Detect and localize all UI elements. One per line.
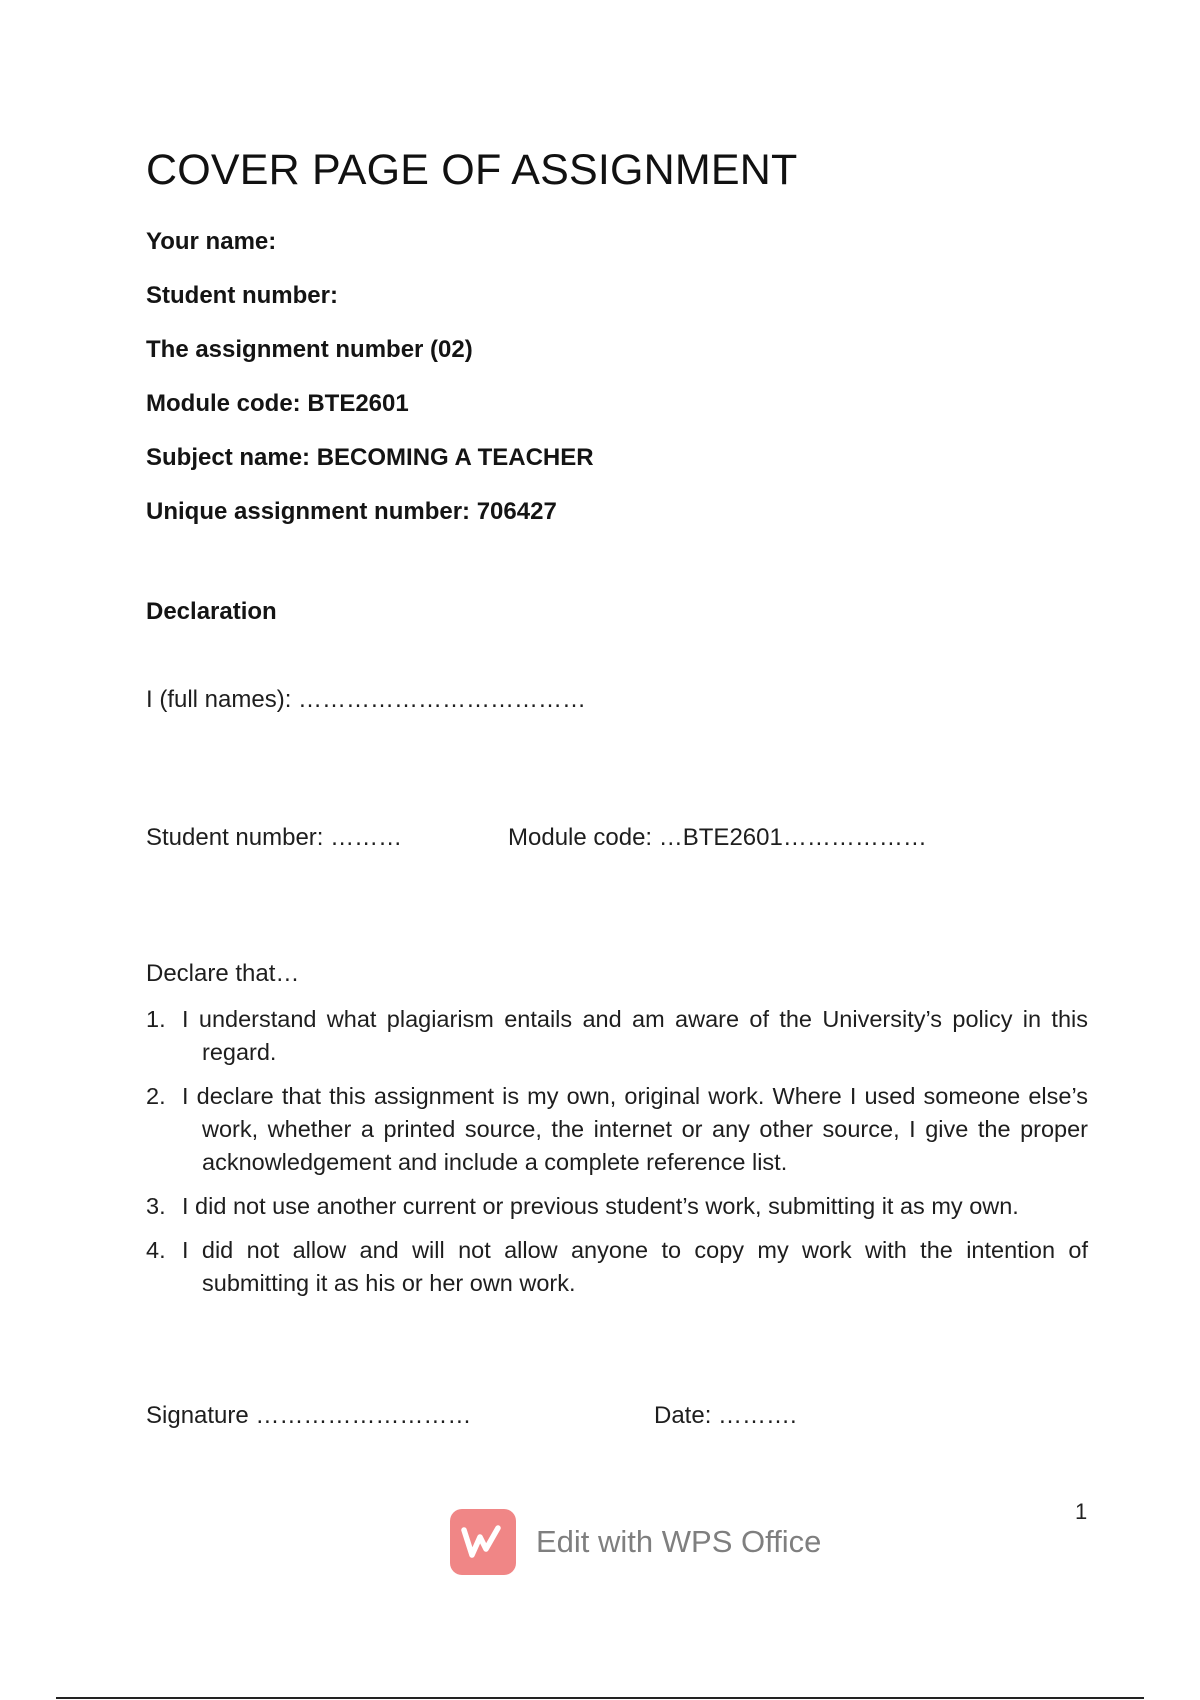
declaration-student-number: Student number: ………: [146, 824, 403, 851]
list-item: [146, 1190, 1088, 1223]
list-item-text: I understand what plagiarism entails and am aware of the University’s policy in this regard.: [182, 1006, 1088, 1065]
list-item-number: 4.: [146, 1237, 166, 1263]
page-title: COVER PAGE OF ASSIGNMENT: [146, 146, 798, 194]
module-code-field: Module code: BTE2601: [146, 390, 409, 417]
full-names-line: I (full names): ………………………………: [146, 686, 587, 713]
list-item: [146, 1080, 1088, 1179]
edit-with-wps-button[interactable]: [450, 1508, 821, 1576]
page-bottom-divider: [56, 1697, 1144, 1699]
wps-label: Edit with WPS Office: [536, 1524, 822, 1559]
your-name-field: Your name:: [146, 228, 277, 255]
list-item: [146, 1234, 1088, 1300]
declaration-module-code: Module code: …BTE2601………………: [508, 824, 927, 851]
unique-assignment-number-field: Unique assignment number: 706427: [146, 498, 557, 525]
page-number: 1: [1075, 1499, 1088, 1524]
list-item-text: I did not use another current or previous student’s work, submitting it as my own.: [182, 1193, 1019, 1219]
subject-name-field: Subject name: BECOMING A TEACHER: [146, 444, 594, 471]
wps-logo-icon: [450, 1509, 516, 1575]
assignment-number-field: The assignment number (02): [146, 336, 473, 363]
list-item-number: 1.: [146, 1006, 166, 1032]
list-item-number: 3.: [146, 1193, 166, 1219]
declaration-heading: Declaration: [146, 598, 277, 625]
date-line: Date: ……….: [654, 1402, 797, 1429]
declare-that-label: Declare that…: [146, 960, 300, 987]
signature-line: Signature ………………………: [146, 1402, 472, 1429]
list-item: [146, 1003, 1088, 1069]
list-item-text: I did not allow and will not allow anyone to copy my work with the intention of submitting it as his or her own work.: [182, 1237, 1088, 1296]
declaration-list: [146, 1003, 1088, 1311]
list-item-text: I declare that this assignment is my own, original work. Where I used someone else’s work, whether a printed source, the internet or any other source, I give the proper acknowledgement and include a complete reference list.: [182, 1083, 1088, 1175]
list-item-number: 2.: [146, 1083, 166, 1109]
student-number-field: Student number:: [146, 282, 338, 309]
